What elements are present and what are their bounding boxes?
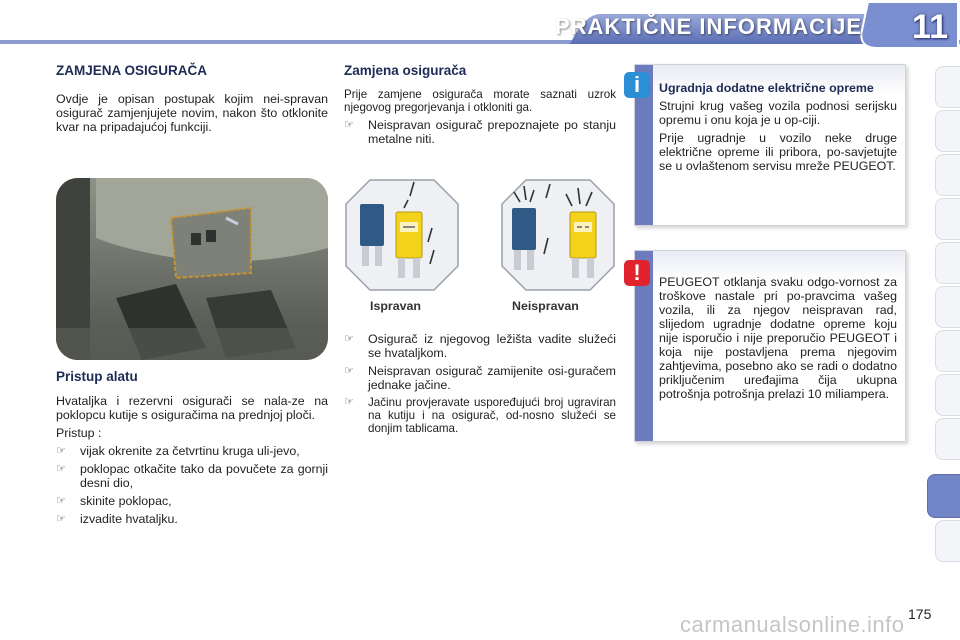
info-box bbox=[634, 64, 906, 226]
fuse-bad-label: Neispravan bbox=[512, 299, 579, 313]
dashboard-photo bbox=[56, 178, 328, 360]
list-item: ☞ skinite poklopac, bbox=[56, 494, 172, 508]
middle-intro: Prije zamjene osigurača morate saznati uzrok njegovog pregorjevanja i otkloniti ga. bbox=[344, 88, 616, 114]
chapter-tab[interactable] bbox=[935, 66, 960, 108]
info-title: Ugradnja dodatne električne opreme bbox=[659, 81, 874, 95]
left-column bbox=[56, 64, 328, 138]
pointing-hand-icon: ☞ bbox=[56, 495, 66, 507]
pointing-hand-icon: ☞ bbox=[344, 365, 354, 377]
middle-column bbox=[344, 64, 616, 150]
list-item: ☞ Jačinu provjeravate uspoređujući broj ugraviran na kutiju i na osigurač, od-nosno služeći se donjim tablicama. bbox=[344, 396, 616, 435]
info-paragraph: Prije ugradnje u vozilo neke druge električne opreme ili pribora, po-savjetujte se u ovlaštenom servisu mreže PEUGEOT. bbox=[659, 131, 897, 173]
pointing-hand-icon: ☞ bbox=[344, 396, 354, 408]
access-section bbox=[56, 370, 328, 530]
fuse-bad-illustration bbox=[500, 178, 616, 292]
section-subtitle: Zamjena osigurača bbox=[344, 63, 467, 78]
intro-text: Ovdje je opisan postupak kojim nei-spravan osigurač zamjenjujete novim, nakon što otklonite kvar na pripadajućoj funkciji. bbox=[56, 92, 328, 134]
chapter-tab[interactable] bbox=[935, 110, 960, 152]
list-item: ☞ vijak okrenite za četvrtinu kruga uli-jevo, bbox=[56, 444, 300, 458]
pointing-hand-icon: ☞ bbox=[344, 333, 354, 345]
chapter-tab[interactable] bbox=[935, 520, 960, 562]
warning-box bbox=[634, 250, 906, 442]
fuse-good-label: Ispravan bbox=[370, 299, 421, 313]
info-paragraph: Strujni krug vašeg vozila podnosi serijsku opremu i onu koja je u op-ciji. bbox=[659, 99, 897, 127]
access-label: Pristup : bbox=[56, 426, 102, 440]
chapter-title: PRAKTIČNE INFORMACIJE bbox=[554, 14, 862, 39]
chapter-number: 11 bbox=[912, 8, 948, 46]
chapter-tab[interactable] bbox=[935, 154, 960, 196]
chapter-tabs bbox=[926, 66, 960, 576]
pointing-hand-icon: ☞ bbox=[56, 463, 66, 475]
list-item: ☞ Neispravan osigurač prepoznajete po stanju metalne niti. bbox=[344, 118, 616, 146]
fuse-good-illustration bbox=[344, 178, 460, 292]
page-number: 175 bbox=[908, 606, 932, 622]
chapter-tab-active[interactable] bbox=[927, 474, 960, 518]
chapter-tab[interactable] bbox=[935, 374, 960, 416]
access-steps bbox=[56, 444, 328, 526]
chapter-tab[interactable] bbox=[935, 198, 960, 240]
inspection-list bbox=[344, 118, 616, 146]
warning-icon: ! bbox=[624, 260, 650, 286]
access-text: Hvataljka i rezervni osigurači se nala-ze na poklopcu kutije s osiguračima na prednjoj ploči. bbox=[56, 394, 328, 422]
pointing-hand-icon: ☞ bbox=[56, 513, 66, 525]
list-item: ☞ Neispravan osigurač zamijenite osi-guračem jednake jačine. bbox=[344, 364, 616, 392]
info-content bbox=[659, 81, 897, 177]
warning-content bbox=[659, 275, 897, 405]
watermark: carmanualsonline.info bbox=[680, 612, 905, 637]
list-item: ☞ izvadite hvataljku. bbox=[56, 512, 178, 526]
list-item: ☞ Osigurač iz njegovog ležišta vadite služeći se hvataljkom. bbox=[344, 332, 616, 360]
access-title: Pristup alatu bbox=[56, 369, 138, 384]
section-title: ZAMJENA OSIGURAČA bbox=[56, 63, 208, 78]
pointing-hand-icon: ☞ bbox=[344, 119, 354, 131]
chapter-tab[interactable] bbox=[935, 242, 960, 284]
pointing-hand-icon: ☞ bbox=[56, 445, 66, 457]
list-item: ☞ poklopac otkačite tako da povučete za gornji desni dio, bbox=[56, 462, 328, 490]
info-icon: i bbox=[624, 72, 650, 98]
replacement-steps bbox=[344, 332, 616, 439]
chapter-tab[interactable] bbox=[935, 418, 960, 460]
warning-text: PEUGEOT otklanja svaku odgo-vornost za troškove nastale pri po-pravcima vašeg vozila, ili za njegov neispravan rad, slijedom ugradnje dodatne opreme koju nije isporučio i nije preporučio PEUGEOT i koja nije postavljena prema njegovim zahtjevima, posebno ako se radi o dodatno priključenim uređajima čija ukupna potrošnja potrošnja prelazi 10 miliampera. bbox=[659, 275, 897, 401]
chapter-tab[interactable] bbox=[935, 330, 960, 372]
replacement-list bbox=[344, 332, 616, 435]
chapter-tab[interactable] bbox=[935, 286, 960, 328]
